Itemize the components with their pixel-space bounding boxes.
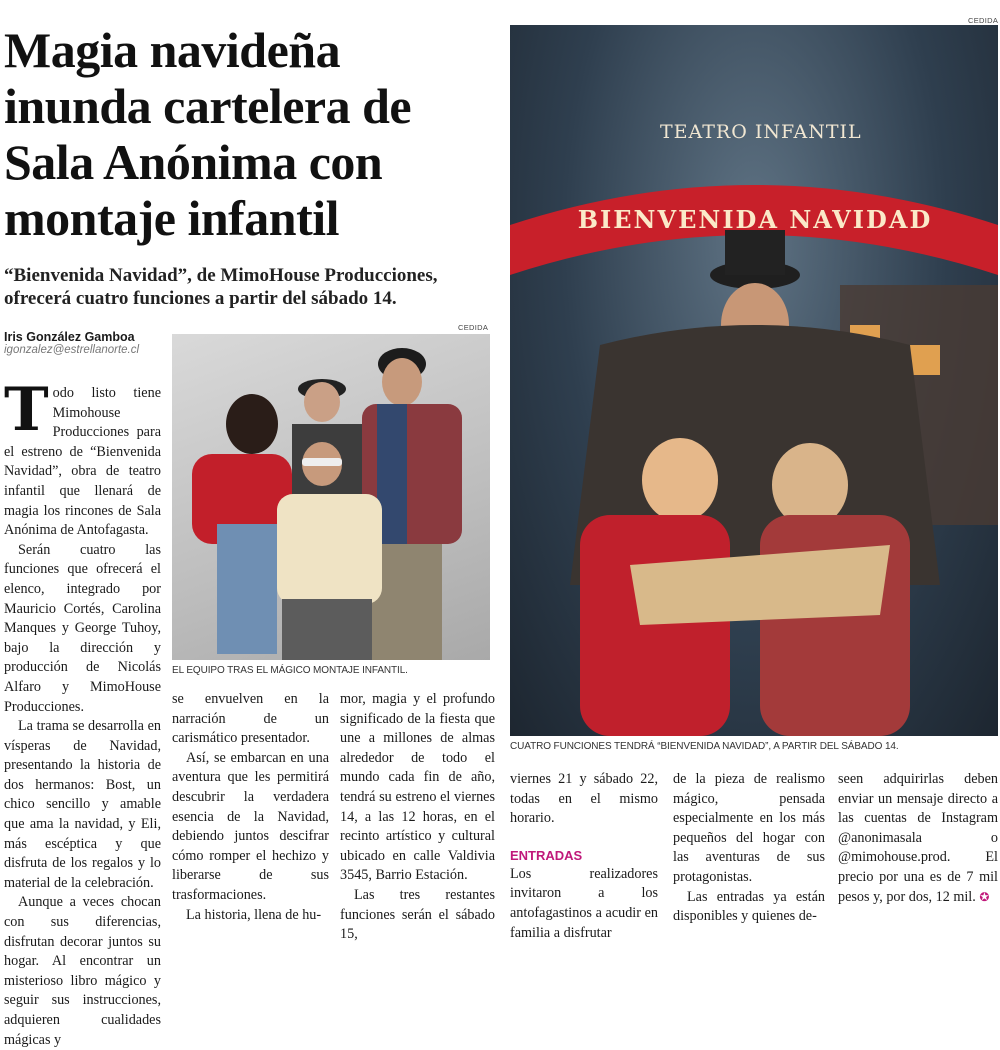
byline-email: igonzalez@estrellanorte.cl: [4, 344, 140, 356]
body-column-3: [340, 690, 495, 945]
body-column-2: [172, 690, 329, 925]
photo1-caption: EL EQUIPO TRAS EL MÁGICO MONTAJE INFANTIL.: [172, 665, 408, 676]
paragraph: La historia, llena de hu-: [186, 906, 322, 923]
photo1-credit: CEDIDA: [458, 323, 489, 332]
paragraph: Serán cuatro las funciones que ofrecerá el elenco, integrado por Mauricio Cortés, Carolina Manques y George Tuhoy, bajo la dirección y producción de Nicolás Alfaro y MimoHouse Producciones.: [4, 541, 161, 715]
paragraph: Aunque a veces chocan con sus diferencias, disfrutan decorar juntos su hogar. Al encontrar un misterioso libro mágico y seguir sus instrucciones, adquieren cualidades mágicas y: [4, 894, 161, 1048]
photo2-credit: CEDIDA: [968, 16, 999, 25]
body-column-5: [673, 770, 825, 927]
poster-photo: [510, 25, 998, 736]
body-column-1: [4, 375, 161, 1050]
paragraph: se envuelven en la narración de un carismático presentador.: [172, 691, 329, 747]
body-column-4: [510, 770, 658, 943]
end-mark-icon: ✪: [979, 889, 990, 904]
subhead-entradas: ENTRADAS: [510, 847, 583, 863]
paragraph: de la pieza de realismo mágico, pensada especialmente en los más pequeños del hogar con las aventuras de sus protagonistas.: [673, 771, 825, 885]
photo2-caption: CUATRO FUNCIONES TENDRÁ “BIENVENIDA NAVIDAD”, A PARTIR DEL SÁBADO 14.: [510, 741, 899, 752]
byline-name: Iris González Gamboa: [4, 330, 135, 344]
team-photo-illustration: [172, 334, 490, 660]
paragraph: viernes 21 y sábado 22, todas en el mismo horario.: [510, 771, 658, 827]
paragraph: Los realizadores invitaron a los antofagastinos a acudir en familia a disfrutar: [510, 865, 658, 941]
poster-title: BIENVENIDA NAVIDAD: [577, 205, 933, 234]
article-header: [4, 22, 499, 356]
deck: “Bienvenida Navidad”, de MimoHouse Producciones, ofrecerá cuatro funciones a partir del sábado 14.: [4, 265, 438, 309]
paragraph: seen adquirirlas deben enviar un mensaje directo a las cuentas de Instagram @anonimasala o @mimohouse.prod. El precio por una es de 7 mil pesos y, por dos, 12 mil. ✪: [838, 771, 998, 905]
poster-kicker: TEATRO INFANTIL: [660, 121, 862, 143]
paragraph: Todo listo tiene Mimohouse Producciones para el estreno de “Bienvenida Navidad”, obra de teatro infantil que llenará de magia los rincones de Sala Anónima de Antofagasta.: [4, 375, 161, 539]
headline: Magia navideña inunda cartelera de Sala Anónima con montaje infantil: [4, 22, 412, 246]
team-photo: [172, 334, 490, 660]
paragraph: Las entradas ya están disponibles y quienes de-: [673, 888, 825, 925]
paragraph: La trama se desarrolla en vísperas de Navidad, presentando la historia de dos hermanos: Bost, un chico sencillo y amable que ama la navidad, y Eli, más escéptica y que disfruta de los regalos y lo material de la celebración.: [4, 718, 161, 891]
dropcap: T: [4, 375, 49, 445]
paragraph: Así, se embarcan en una aventura que les permitirá descubrir la verdadera esencia de la Navidad, debiendo juntos descifrar cómo romper el hechizo y liberarse de sus trasformaciones.: [172, 749, 329, 903]
body-column-6: [838, 770, 998, 907]
paragraph: Las tres restantes funciones serán el sábado 15,: [340, 886, 495, 943]
paragraph: mor, magia y el profundo significado de la fiesta que une a millones de almas alrededor de todo el mundo cada fin de año, tendrá su estreno el viernes 14, a las 12 horas, en el recinto artístico y cultural ubicado en calle Valdivia 3545, Barrio Estación.: [340, 691, 495, 884]
